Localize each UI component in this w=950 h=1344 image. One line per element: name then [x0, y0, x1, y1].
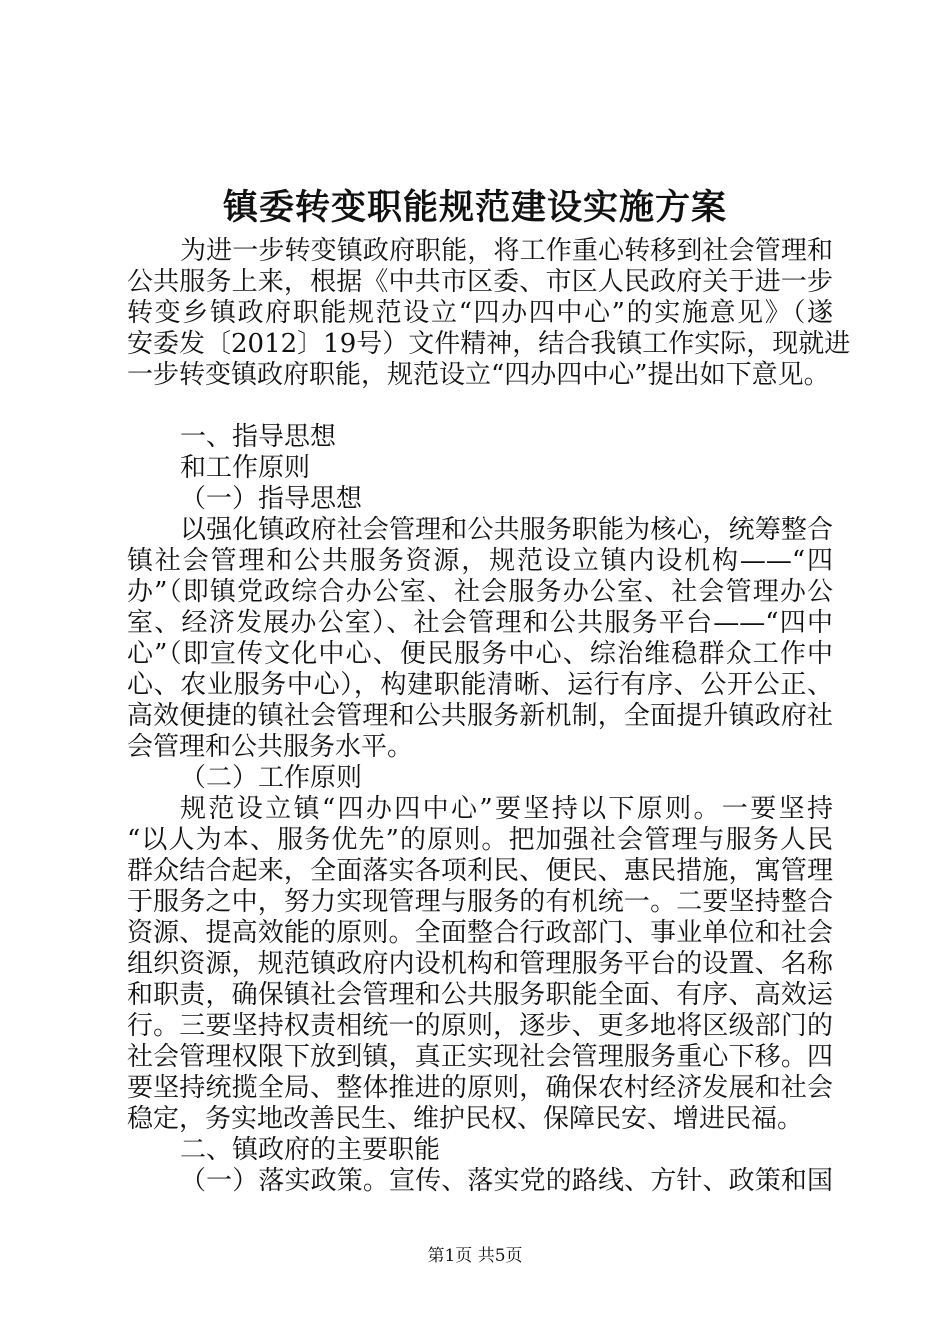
paragraph-line: 高效便捷的镇社会管理和公共服务新机制，全面提升镇政府社 [127, 701, 833, 731]
paragraph-line: 于服务之中，努力实现管理与服务的有机统一。二要坚持整合 [127, 887, 833, 917]
paragraph-line: 心、农业服务中心），构建职能清晰、运行有序、公开公正、 [127, 670, 833, 700]
paragraph-line: （一）落实政策。宣传、落实党的路线、方针、政策和国 [180, 1166, 833, 1196]
document-body [127, 236, 851, 1197]
subsection-heading: （二）工作原则 [180, 763, 363, 793]
paragraph-line: 镇社会管理和公共服务资源，规范设立镇内设机构——“四 [127, 546, 833, 576]
paragraph-line: 群众结合起来，全面落实各项利民、便民、惠民措施，寓管理 [127, 856, 833, 886]
paragraph-line: 要坚持统揽全局、整体推进的原则，确保农村经济发展和社会 [127, 1073, 833, 1103]
paragraph-line: 会管理和公共服务水平。 [127, 732, 414, 762]
paragraph-line: 办”（即镇党政综合办公室、社会服务办公室、社会管理办公 [127, 577, 833, 607]
paragraph-line: 资源、提高效能的原则。全面整合行政部门、事业单位和社会 [127, 918, 833, 948]
paragraph-line: 为进一步转变镇政府职能，将工作重心转移到社会管理和 [180, 236, 833, 266]
paragraph-line: 稳定，务实地改善民生、维护民权、保障民安、增进民福。 [127, 1104, 804, 1134]
blank-line [127, 391, 833, 422]
section-heading: 一、指导思想 [180, 422, 337, 452]
paragraph-line: 组织资源，规范镇政府内设机构和管理服务平台的设置、名称 [127, 949, 833, 979]
paragraph-line: 室、经济发展办公室）、社会管理和公共服务平台——“四中 [127, 608, 833, 638]
paragraph-line: 规范设立镇“四办四中心”要坚持以下原则。一要坚持 [180, 794, 833, 824]
document-title: 镇委转变职能规范建设实施方案 [222, 187, 727, 228]
paragraph-line: 安委发〔2012〕19号）文件精神，结合我镇工作实际，现就进 [127, 329, 851, 359]
section-heading: 二、镇政府的主要职能 [180, 1135, 441, 1165]
page-footer: 第1页 共5页 [427, 1246, 523, 1266]
paragraph-line: “以人为本、服务优先”的原则。把加强社会管理与服务人民 [127, 825, 833, 855]
paragraph-line: 转变乡镇政府职能规范设立“四办四中心”的实施意见》（遂 [127, 298, 833, 328]
subsection-heading: （一）指导思想 [180, 484, 363, 514]
paragraph-line: 一步转变镇政府职能，规范设立“四办四中心”提出如下意见。 [127, 360, 830, 390]
paragraph-line: 社会管理权限下放到镇，真正实现社会管理服务重心下移。四 [127, 1042, 833, 1072]
paragraph-line: 心”（即宣传文化中心、便民服务中心、综治维稳群众工作中 [127, 639, 833, 669]
paragraph-line: 行。三要坚持权责相统一的原则，逐步、更多地将区级部门的 [127, 1011, 833, 1041]
paragraph-line: 以强化镇政府社会管理和公共服务职能为核心，统筹整合 [180, 515, 833, 545]
section-heading: 和工作原则 [180, 453, 311, 483]
paragraph-line: 和职责，确保镇社会管理和公共服务职能全面、有序、高效运 [127, 980, 833, 1010]
paragraph-line: 公共服务上来，根据《中共市区委、市区人民政府关于进一步 [127, 267, 833, 297]
